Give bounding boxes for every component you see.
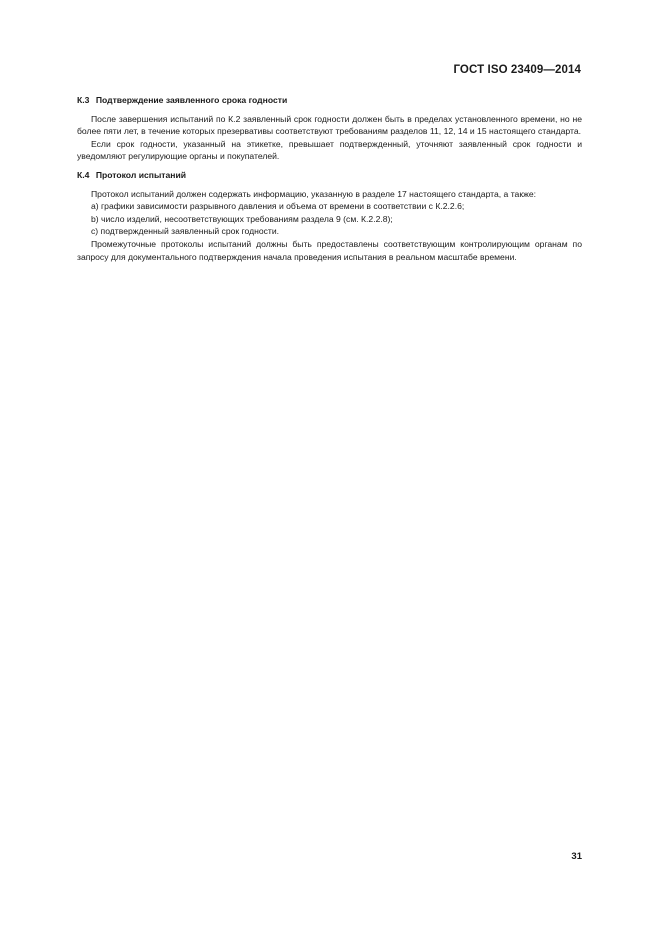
section-k3-heading	[77, 94, 582, 107]
section-k3-paragraph-1	[77, 113, 582, 138]
section-k4-closing: Промежуточные протоколы испытаний должны быть предоставлены соответствующим контролирующим органам по запросу для документального подтверждения начала проведения испытания в реальном масштабе времени.	[77, 238, 582, 262]
list-item-a: a) графики зависимости разрывного давления и объема от времени в соответствии с К.2.2.6;	[91, 201, 465, 212]
list-item-b: b) число изделий, несоответствующих требованиям раздела 9 (см. К.2.2.8);	[91, 213, 393, 224]
section-k4-intro: Протокол испытаний должен содержать информацию, указанную в разделе 17 настоящего стандарта, а также:	[91, 188, 537, 199]
section-k3-number: К.3	[77, 95, 90, 105]
section-k4-heading	[77, 169, 582, 182]
section-k3-title: Подтверждение заявленного срока годности	[95, 95, 288, 105]
section-k3-paragraph-2-text: Если срок годности, указанный на этикетке, превышает подтвержденный, уточняют заявленный срок годности и уведомляют регулирующие органы и покупателей.	[77, 138, 582, 162]
section-k3-paragraph-1-text: После завершения испытаний по К.2 заявленный срок годности должен быть в пределах установленного времени, но не более пяти лет, в течение которых презервативы соответствуют требованиям разделов 11, 12, 14 и 15 настоящего стандарта.	[77, 113, 582, 137]
section-k4-title: Протокол испытаний	[95, 169, 187, 180]
page-number: 31	[571, 851, 582, 862]
list-item-c: c) подтвержденный заявленный срок годности.	[91, 226, 280, 237]
document-body	[77, 94, 582, 263]
section-k3-paragraph-2	[77, 138, 582, 163]
section-k4-number: К.4	[77, 169, 90, 180]
document-code-header: ГОСТ ISO 23409—2014	[453, 64, 581, 76]
